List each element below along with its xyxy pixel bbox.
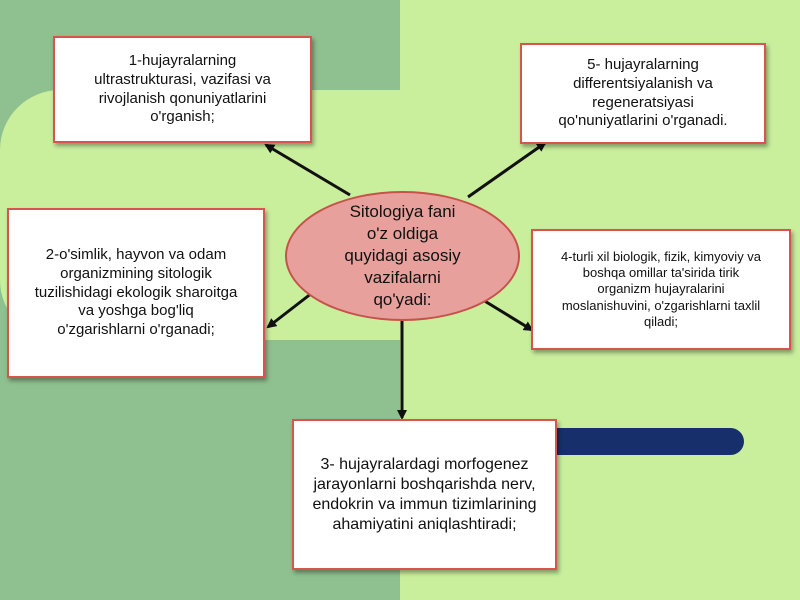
task-text-5: 5- hujayralarning differentsiyalanish va regeneratsiyasi qo'nuniyatlarini o'rganadi. — [558, 56, 728, 130]
task-box-3 — [292, 419, 557, 570]
central-ellipse — [285, 191, 520, 321]
task-box-1 — [53, 36, 312, 143]
task-text-2: 2-o'simlik, hayvon va odam organizmining sitologik tuzilishidagi ekologik sharoitga va yoshga bog'liq o'zgarishlarni o'rganadi; — [34, 246, 238, 339]
arrow-to-box2 — [268, 293, 312, 327]
arrow-to-box4 — [483, 300, 532, 330]
task-box-5 — [520, 43, 766, 144]
task-text-3: 3- hujayralardagi morfogenez jarayonlarni boshqarishda nerv, endokrin va immun tizimlarining ahamiyatini aniqlashtiradi; — [312, 455, 537, 533]
central-ellipse-text: Sitologiya fani o'z oldiga quyidagi asosiy vazifalarni qo'yadi: — [344, 201, 461, 310]
task-box-4 — [531, 229, 791, 350]
task-box-2 — [7, 208, 265, 378]
task-text-4: 4-turli xil biologik, fizik, kimyoviy va boshqa omillar ta'sirida tirik organizm hujayralarini moslanishuvini, o'zgarishlarni taxlil qiladi; — [560, 248, 762, 329]
arrow-to-box1 — [266, 145, 350, 195]
arrow-to-box5 — [468, 143, 545, 197]
task-text-1: 1-hujayralarning ultrastrukturasi, vazifasi va rivojlanish qonuniyatlarini o'rganish; — [94, 52, 271, 126]
